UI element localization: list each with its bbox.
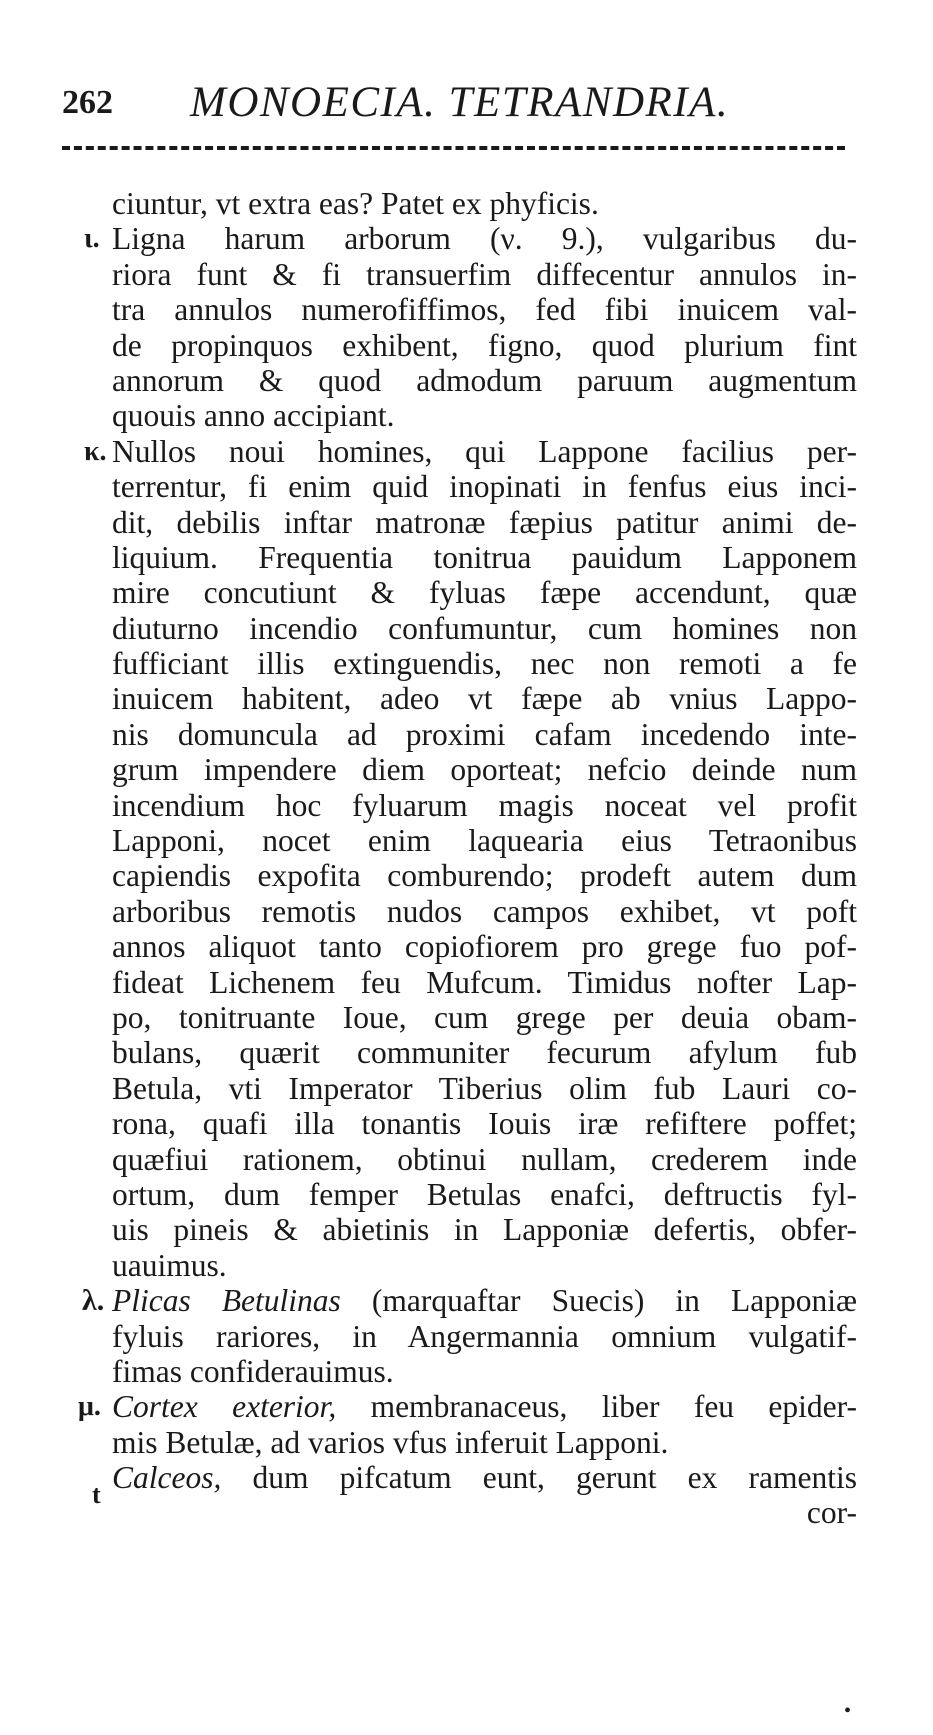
text-line: Nullos noui homines, qui Lappone facilius per- <box>112 433 857 469</box>
text-line: annos aliquot tanto copiofiorem pro grege fuo pof- <box>112 929 857 965</box>
text-line <box>112 1283 857 1318</box>
text-line: Ligna harum arborum (ν. 9.), vulgaribus du- <box>112 221 857 257</box>
text-line: po, tonitruante Ioue, cum grege per deuia obam- <box>112 999 857 1035</box>
paragraph-iota <box>84 221 857 434</box>
text-line: diuturno incendio confumuntur, cum homines non <box>112 610 857 646</box>
text-line: quæfiui rationem, obtinui nullam, crederem inde <box>112 1141 857 1177</box>
text-line: inuicem habitent, adeo vt fæpe ab vnius Lappo- <box>112 681 857 717</box>
paragraph-kappa <box>84 433 857 1283</box>
text-line: nis domuncula ad proximi cafam incedendo inte- <box>112 716 857 752</box>
text-line: mire concutiunt & fyluas fæpe accendunt, quæ <box>112 575 857 611</box>
paragraph-lambda <box>82 1283 857 1389</box>
text-line: ortum, dum femper Betulas enafci, deftructis fyl- <box>112 1176 857 1212</box>
text-line: arboribus remotis nudos campos exhibet, vt poft <box>112 893 857 929</box>
text-line: tra annulos numerofiffimos, fed fibi inuicem val- <box>112 292 857 328</box>
header-title: MONOECIA. TETRANDRIA. <box>190 79 730 126</box>
text-segment: membranaceus, liber feu epider- <box>370 1389 857 1425</box>
text-line: fyluis rariores, in Angermannia omnium vulgatif- <box>112 1318 857 1354</box>
page-number: 262 <box>62 84 113 121</box>
text-line: bulans, quærit communiter fecurum afylum fub <box>112 1035 857 1071</box>
text-line: mis Betulæ, ad varios vfus inferuit Lapponi. <box>112 1424 669 1460</box>
text-line: uis pineis & abietinis in Lapponiæ defertis, obfer- <box>112 1212 857 1248</box>
paragraph-continuation <box>112 186 857 221</box>
paragraph-marker: μ. <box>78 1391 101 1423</box>
italic-term: Calceos, <box>112 1460 222 1496</box>
text-line: terrentur, fi enim quid inopinati in fenfus eius inci- <box>112 469 857 505</box>
text-line: grum impendere diem oporteat; nefcio deinde num <box>112 752 857 788</box>
text-line: liquium. Frequentia tonitrua pauidum Lapponem <box>112 539 857 575</box>
text-line: incendium hoc fyluarum magis noceat vel profit <box>112 787 857 823</box>
text-line: fimas confiderauimus. <box>112 1353 394 1389</box>
text-line: quouis anno accipiant. <box>112 398 395 434</box>
paragraph-marker: ι. <box>84 223 100 255</box>
text-segment: dum pifcatum eunt, gerunt ex ramentis <box>252 1460 857 1496</box>
header-rule <box>62 146 845 150</box>
text-line: fideat Lichenem feu Mufcum. Timidus nofter Lap- <box>112 964 857 1000</box>
stray-dot: • <box>844 1700 852 1722</box>
text-line: uauimus. <box>112 1247 227 1283</box>
paragraph-marker: κ. <box>84 435 107 467</box>
catchword: cor- <box>806 1495 857 1531</box>
paragraph-mu <box>78 1389 857 1460</box>
text-line: de propinquos exhibent, figno, quod plurium fint <box>112 327 857 363</box>
text-segment: (marquaftar Suecis) in Lapponiæ <box>371 1283 857 1319</box>
text-line <box>112 1460 857 1495</box>
text-line: Lapponi, nocet enim laquearia eius Tetraonibus <box>112 823 857 859</box>
text-line <box>112 1389 857 1424</box>
text-line: rona, quafi illa tonantis Iouis iræ refiftere poffet; <box>112 1106 857 1142</box>
text-line: riora funt & fi transuerfim diffecentur annulos in- <box>112 256 857 292</box>
paragraph-marker: λ. <box>82 1284 105 1318</box>
text-line: fufficiant illis extinguendis, nec non remoti a fe <box>112 646 857 682</box>
text-line: annorum & quod admodum paruum augmentum <box>112 362 857 398</box>
text-line: capiendis expofita comburendo; prodeft autem dum <box>112 858 857 894</box>
signature-mark: t <box>92 1480 101 1509</box>
text-line: Betula, vti Imperator Tiberius olim fub Lauri co- <box>112 1070 857 1106</box>
text-line: dit, debilis inftar matronæ fæpius patitur animi de- <box>112 504 857 540</box>
running-head <box>62 78 852 138</box>
italic-term: Cortex exterior, <box>112 1389 337 1425</box>
body-text <box>78 186 857 1531</box>
paragraph-calceos <box>112 1460 857 1531</box>
italic-term: Plicas Betulinas <box>112 1283 341 1319</box>
text-line: ciuntur, vt extra eas? Patet ex phyficis. <box>112 186 599 221</box>
